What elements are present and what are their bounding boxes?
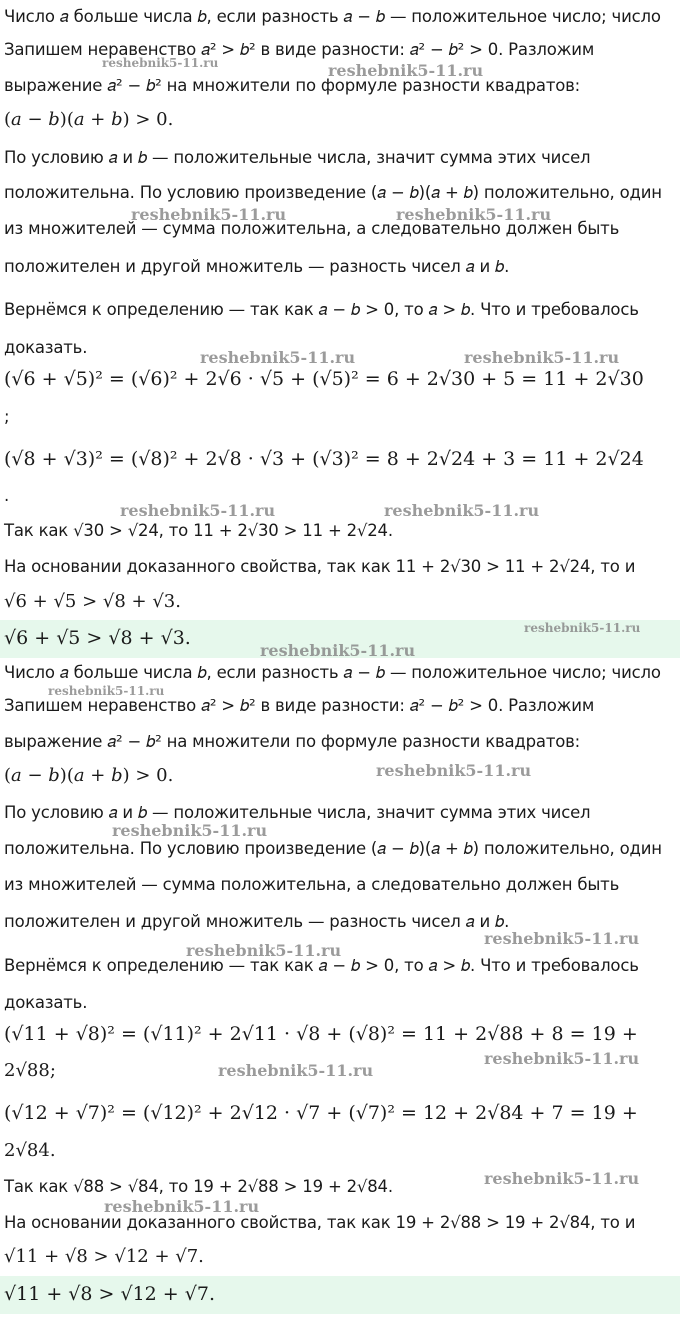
math-line: (√12 + √7)² = (√12)² + 2√12 · √7 + (√7)² = 12 + 2√84 + 7 = 19 + xyxy=(4,1102,638,1124)
text-line: из множителей — сумма положительна, а следовательно должен быть xyxy=(4,875,620,894)
answer-line: √11 + √8 > √12 + √7. xyxy=(4,1283,215,1305)
text-line: Так как √30 > √24, то 11 + 2√30 > 11 + 2√24. xyxy=(4,521,393,540)
watermark: reshebnik5-11.ru xyxy=(376,761,532,780)
watermark: reshebnik5-11.ru xyxy=(484,929,640,948)
math-line: (√8 + √3)² = (√8)² + 2√8 · √3 + (√3)² = 8 + 2√24 + 3 = 11 + 2√24 xyxy=(4,448,644,470)
watermark: reshebnik5-11.ru xyxy=(218,1061,374,1080)
text-line: По условию 𝑎 и 𝑏 — положительные числа, значит сумма этих чисел xyxy=(4,148,591,167)
math-line: √11 + √8 > √12 + √7. xyxy=(4,1246,204,1267)
watermark: reshebnik5-11.ru xyxy=(102,56,219,70)
text-line: По условию 𝑎 и 𝑏 — положительные числа, значит сумма этих чисел xyxy=(4,803,591,822)
text-line: положителен и другой множитель — разность чисел 𝑎 и 𝑏. xyxy=(4,912,510,931)
text-line: выражение 𝑎² − 𝑏² на множители по формуле разности квадратов: xyxy=(4,732,581,751)
text-line: из множителей — сумма положительна, а следовательно должен быть xyxy=(4,219,620,238)
watermark: reshebnik5-11.ru xyxy=(186,941,342,960)
text-line: доказать. xyxy=(4,338,88,357)
text-line: На основании доказанного свойства, так как 11 + 2√30 > 11 + 2√24, то и xyxy=(4,557,636,576)
text-line: ; xyxy=(4,407,10,426)
watermark: reshebnik5-11.ru xyxy=(104,1197,260,1216)
watermark: reshebnik5-11.ru xyxy=(112,821,268,840)
math-line: (𝑎 − 𝑏)(𝑎 + 𝑏) > 0. xyxy=(4,109,174,130)
text-line: положительна. По условию произведение (𝑎 − 𝑏)(𝑎 + 𝑏) положительно, один xyxy=(4,183,662,202)
text-line: выражение 𝑎² − 𝑏² на множители по формуле разности квадратов: xyxy=(4,76,581,95)
math-line: (√6 + √5)² = (√6)² + 2√6 · √5 + (√5)² = 6 + 2√30 + 5 = 11 + 2√30 xyxy=(4,368,644,390)
watermark: reshebnik5-11.ru xyxy=(260,641,416,660)
text-line: Вернёмся к определению — так как 𝑎 − 𝑏 > 0, то 𝑎 > 𝑏. Что и требовалось xyxy=(4,956,639,975)
text-line: Число 𝑎 больше числа 𝑏, если разность 𝑎 − 𝑏 — положительное число; число xyxy=(4,7,661,26)
text-line: . xyxy=(4,486,10,505)
text-line: Число 𝑎 больше числа 𝑏, если разность 𝑎 − 𝑏 — положительное число; число xyxy=(4,663,661,682)
text-line: Запишем неравенство 𝑎² > 𝑏² в виде разности: 𝑎² − 𝑏² > 0. Разложим xyxy=(4,696,595,715)
watermark: reshebnik5-11.ru xyxy=(524,621,641,635)
math-line: (𝑎 − 𝑏)(𝑎 + 𝑏) > 0. xyxy=(4,765,174,786)
text-line: На основании доказанного свойства, так как 19 + 2√88 > 19 + 2√84, то и xyxy=(4,1213,636,1232)
math-line: 2√84. xyxy=(4,1140,56,1161)
text-line: доказать. xyxy=(4,993,88,1012)
math-line: √6 + √5 > √8 + √3. xyxy=(4,591,181,612)
text-line: Так как √88 > √84, то 19 + 2√88 > 19 + 2√84. xyxy=(4,1177,393,1196)
watermark: reshebnik5-11.ru xyxy=(484,1169,640,1188)
text-line: положителен и другой множитель — разность чисел 𝑎 и 𝑏. xyxy=(4,257,510,276)
text-line: Запишем неравенство 𝑎² > 𝑏² в виде разности: 𝑎² − 𝑏² > 0. Разложим xyxy=(4,40,595,59)
watermark: reshebnik5-11.ru xyxy=(464,348,620,367)
watermark: reshebnik5-11.ru xyxy=(396,205,552,224)
math-line: 2√88; xyxy=(4,1060,56,1081)
watermark: reshebnik5-11.ru xyxy=(48,684,165,698)
answer-line: √6 + √5 > √8 + √3. xyxy=(4,627,191,649)
math-line: (√11 + √8)² = (√11)² + 2√11 · √8 + (√8)² = 11 + 2√88 + 8 = 19 + xyxy=(4,1023,638,1045)
watermark: reshebnik5-11.ru xyxy=(120,501,276,520)
watermark: reshebnik5-11.ru xyxy=(131,205,287,224)
text-line: Вернёмся к определению — так как 𝑎 − 𝑏 > 0, то 𝑎 > 𝑏. Что и требовалось xyxy=(4,300,639,319)
watermark: reshebnik5-11.ru xyxy=(384,501,540,520)
watermark: reshebnik5-11.ru xyxy=(484,1049,640,1068)
watermark: reshebnik5-11.ru xyxy=(328,61,484,80)
watermark: reshebnik5-11.ru xyxy=(200,348,356,367)
text-line: положительна. По условию произведение (𝑎 − 𝑏)(𝑎 + 𝑏) положительно, один xyxy=(4,839,662,858)
